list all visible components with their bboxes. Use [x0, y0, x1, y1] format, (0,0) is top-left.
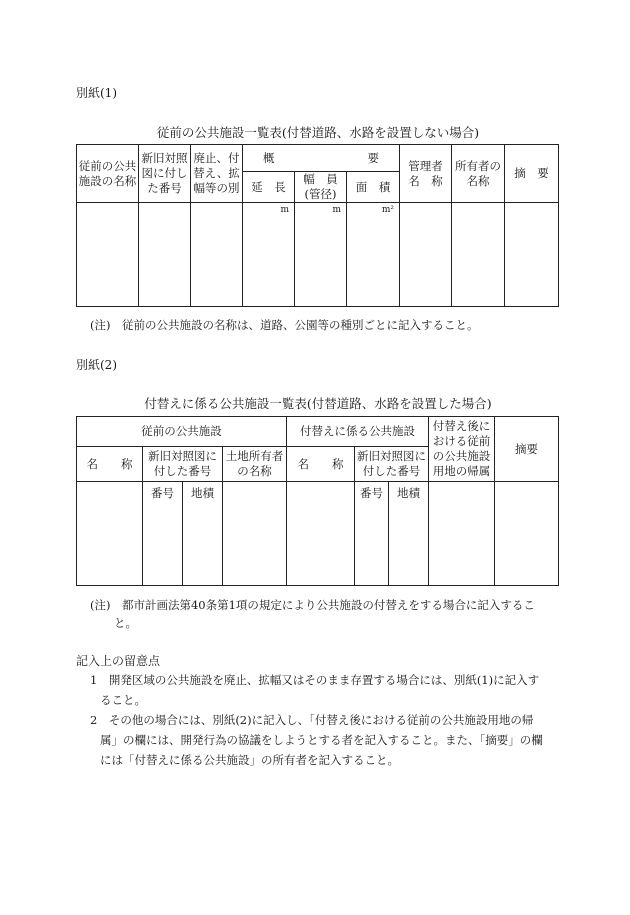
cell-land-owner	[223, 482, 287, 586]
header-change-type: 廃止、付替え、拡幅等の別	[191, 145, 243, 203]
header-width-main: 幅 員	[303, 172, 338, 186]
header-map-number1: 新旧対照図に付した番号	[143, 447, 223, 482]
section2-note-line2: と。	[114, 616, 137, 630]
remark-item1-line2: ること。	[100, 693, 146, 707]
section1-label: 別紙(1)	[76, 86, 117, 100]
header-map-number: 新旧対照図に付した番号	[139, 145, 191, 203]
remark-item2-line3: には「付替えに係る公共施設」の所有者を記入すること。	[100, 753, 399, 767]
header-overview	[243, 145, 400, 172]
table-row	[77, 203, 559, 307]
header-facility-name: 従前の公共施設の名称	[77, 145, 139, 203]
cell-manager	[400, 203, 452, 307]
section1-note: (注) 従前の公共施設の名称は、道路、公園等の種別ごとに記入すること。	[90, 318, 479, 332]
cell-change-type	[191, 203, 243, 307]
remark-item2-line1: 2 その他の場合には、別紙(2)に記入し、「付替え後における従前の公共施設用地の帰	[90, 713, 534, 727]
header-owner: 所有者の名称	[452, 145, 505, 203]
unit-length: m	[243, 203, 295, 307]
section2-label: 別紙(2)	[76, 358, 117, 372]
header-manager	[400, 145, 452, 203]
header-group-replacement: 付替えに係る公共施設	[287, 417, 429, 447]
table-replacement-facilities	[76, 416, 559, 586]
cell-name2	[287, 482, 355, 586]
cell-number2: 番号	[355, 482, 389, 586]
cell-land-ownership	[429, 482, 495, 586]
table-row	[77, 482, 559, 586]
remark-item1-line1: 1 開発区域の公共施設を廃止、拡幅又はそのまま存置する場合には、別紙(1)に記入す	[90, 673, 540, 687]
cell-facility-name	[77, 203, 139, 307]
remark-item2-line2: 属」の欄には、開発行為の協議をしようとする者を記入すること。また、「摘要」の欄	[100, 733, 543, 747]
header-overview-2: 要	[367, 150, 380, 165]
unit-width: m	[295, 203, 347, 307]
header-width-sub: (管径)	[304, 187, 337, 201]
header-manager-line1: 管理者	[408, 158, 443, 173]
header-overview-1: 概	[263, 150, 275, 165]
header-manager-line2: 名 称	[408, 173, 443, 188]
unit-area: m²	[347, 203, 400, 307]
header-remarks2: 摘要	[495, 417, 559, 482]
section2-note-line1: (注) 都市計画法第40条第1項の規定により公共施設の付替えをする場合に記入するこ	[90, 598, 535, 612]
header-area: 面 積	[347, 172, 400, 203]
section2-title: 付替えに係る公共施設一覧表(付替道路、水路を設置した場合)	[144, 396, 492, 411]
header-land-ownership: 付替え後における従前の公共施設用地の帰属	[429, 417, 495, 482]
header-width	[295, 172, 347, 203]
cell-remarks2	[495, 482, 559, 586]
header-land-owner: 土地所有者の名称	[223, 447, 287, 482]
cell-owner	[452, 203, 505, 307]
remarks-heading: 記入上の留意点	[76, 654, 161, 668]
header-name1: 名 称	[77, 447, 143, 482]
cell-area1: 地積	[183, 482, 223, 586]
cell-name1	[77, 482, 143, 586]
header-group-existing: 従前の公共施設	[77, 417, 287, 447]
header-remarks: 摘 要	[505, 145, 559, 203]
header-length: 延 長	[243, 172, 295, 203]
header-map-number2: 新旧対照図に付した番号	[355, 447, 429, 482]
header-name2: 名 称	[287, 447, 355, 482]
cell-remarks	[505, 203, 559, 307]
section1-title: 従前の公共施設一覧表(付替道路、水路を設置しない場合)	[156, 125, 480, 140]
cell-map-number	[139, 203, 191, 307]
cell-number1: 番号	[143, 482, 183, 586]
cell-area2: 地積	[389, 482, 429, 586]
table-existing-facilities	[76, 144, 559, 307]
